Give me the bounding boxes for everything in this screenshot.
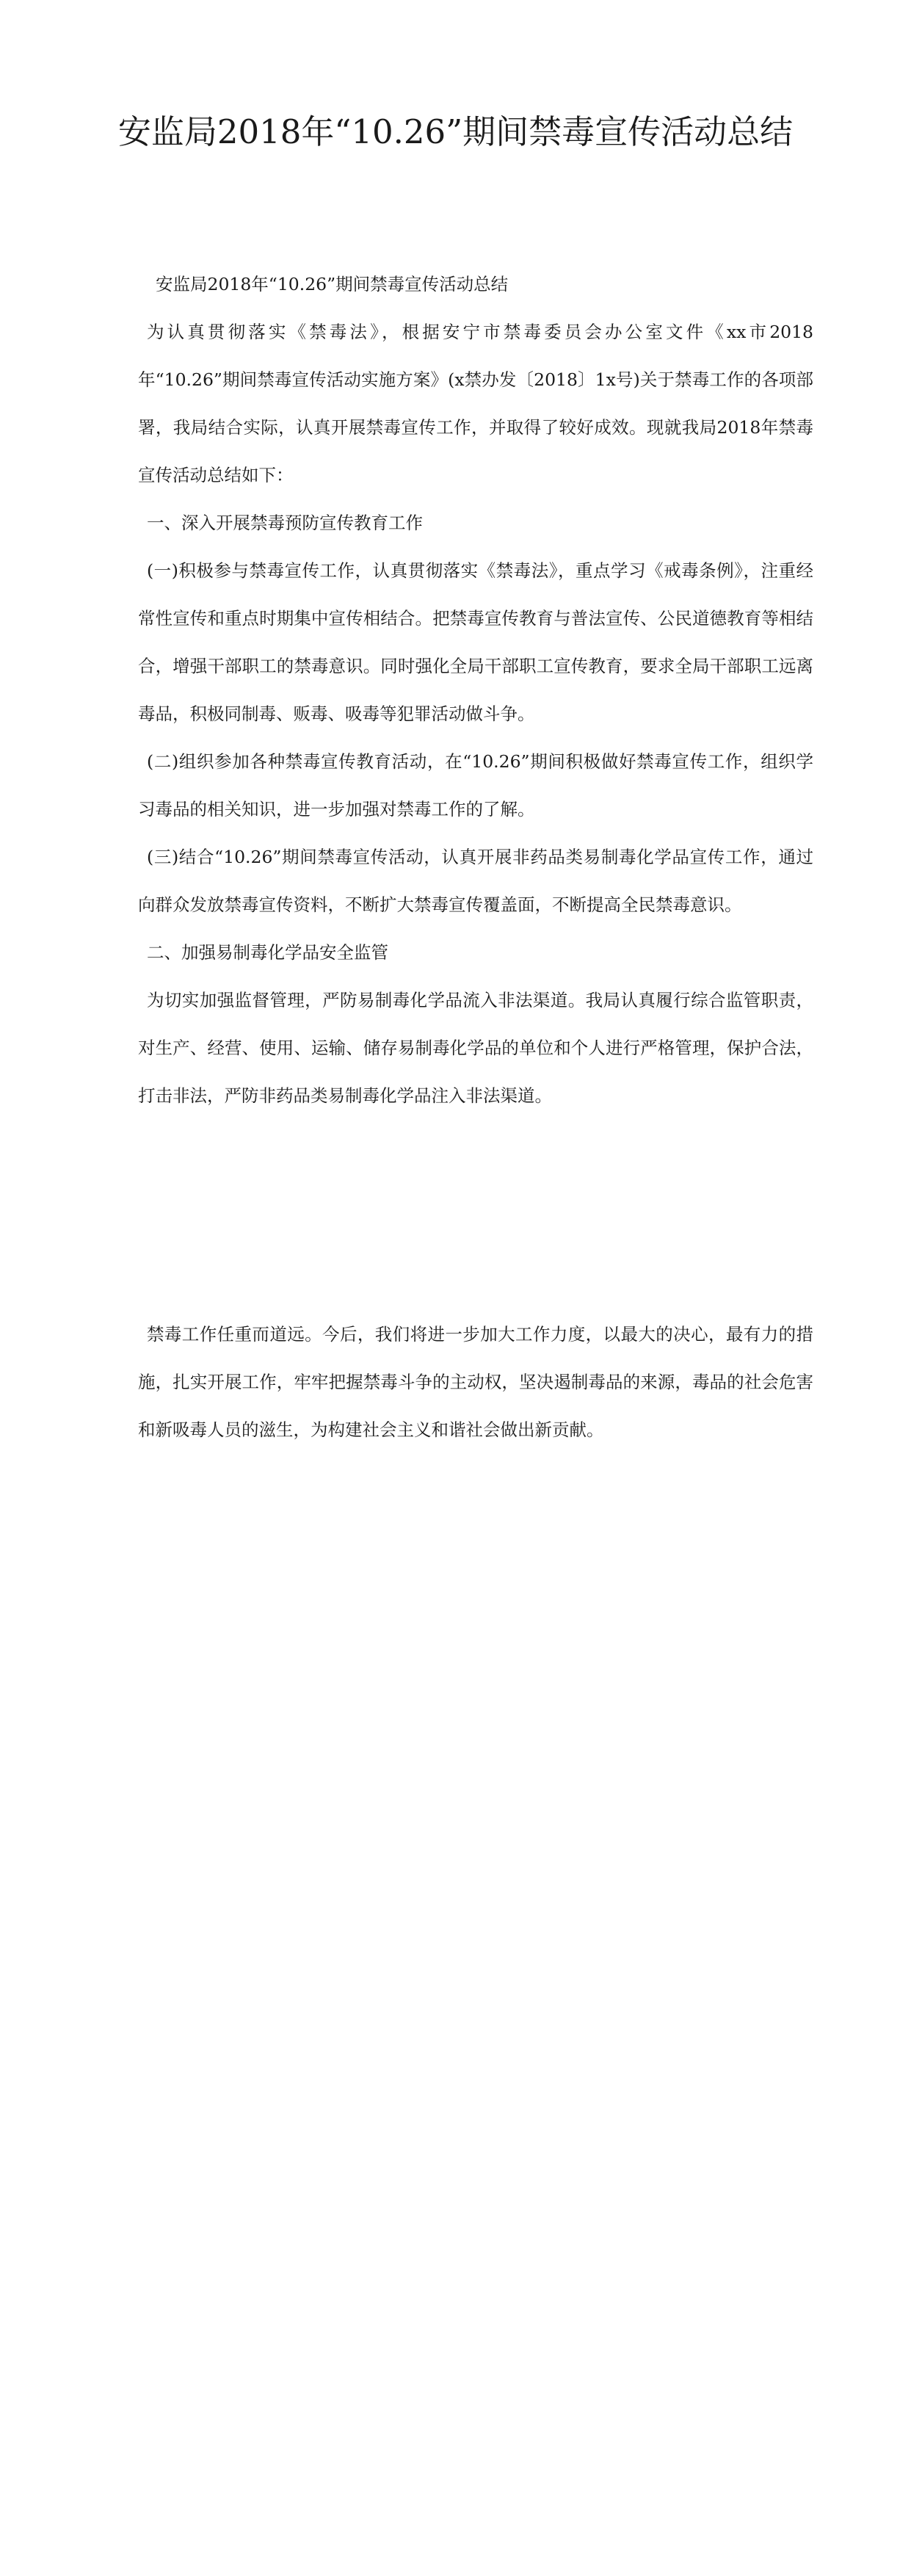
item-paragraph-1: (一)积极参与禁毒宣传工作，认真贯彻落实《禁毒法》，重点学习《戒毒条例》，注重经常性宣传和重点时期集中宣传相结合。把禁毒宣传教育与普法宣传、公民道德教育等相结合，增强干部职工的禁毒意识。同时强化全局干部职工宣传教育，要求全局干部职工远离毒品，积极同制毒、贩毒、吸毒等犯罪活动做斗争。 xyxy=(138,560,813,724)
item-paragraph-4: 为切实加强监督管理，严防易制毒化学品流入非法渠道。我局认真履行综合监管职责，对生产、经营、使用、运输、储存易制毒化学品的单位和个人进行严格管理，保护合法，打击非法，严防非药品类易制毒化学品注入非法渠道。 xyxy=(138,990,813,1106)
document-title: 安监局2018年“10.26”期间禁毒宣传活动总结 xyxy=(117,112,794,151)
document-body xyxy=(138,261,813,1454)
blank-space xyxy=(138,1120,813,1311)
section-heading-2: 二、加强易制毒化学品安全监管 xyxy=(147,942,388,963)
item-paragraph-3: (三)结合“10.26”期间禁毒宣传活动，认真开展非药品类易制毒化学品宣传工作，通过向群众发放禁毒宣传资料，不断扩大禁毒宣传覆盖面，不断提高全民禁毒意识。 xyxy=(138,847,813,915)
conclusion-paragraph: 禁毒工作任重而道远。今后，我们将进一步加大工作力度，以最大的决心，最有力的措施，扎实开展工作，牢牢把握禁毒斗争的主动权，坚决遏制毒品的来源，毒品的社会危害和新吸毒人员的滋生，为构建社会主义和谐社会做出新贡献。 xyxy=(138,1324,813,1440)
section-heading-1: 一、深入开展禁毒预防宣传教育工作 xyxy=(147,513,423,533)
intro-paragraph: 为认真贯彻落实《禁毒法》，根据安宁市禁毒委员会办公室文件《xx市2018年“10.26”期间禁毒宣传活动实施方案》(x禁办发〔2018〕1x号)关于禁毒工作的各项部署，我局结合实际，认真开展禁毒宣传工作，并取得了较好成效。现就我局2018年禁毒宣传活动总结如下： xyxy=(138,322,813,485)
item-paragraph-2: (二)组织参加各种禁毒宣传教育活动，在“10.26”期间积极做好禁毒宣传工作，组织学习毒品的相关知识，进一步加强对禁毒工作的了解。 xyxy=(138,751,813,820)
document-subtitle: 安监局2018年“10.26”期间禁毒宣传活动总结 xyxy=(156,274,509,294)
